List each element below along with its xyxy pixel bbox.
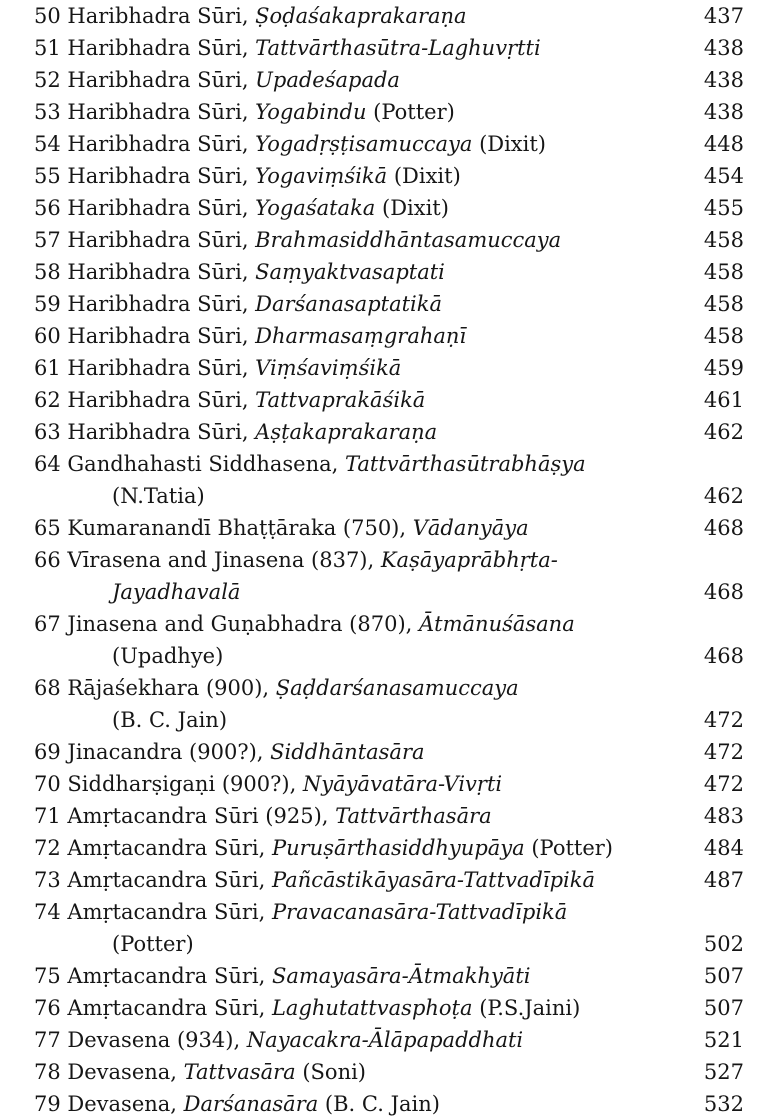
toc-entry — [0, 672, 780, 704]
toc-entry — [0, 896, 780, 928]
page-number: 521 — [703, 1028, 744, 1052]
work-title: Tattvasāra — [183, 1060, 296, 1084]
entry-text: 72 Amṛtacandra Sūri, — [34, 836, 272, 860]
entry-text: 52 Haribhadra Sūri, — [34, 68, 256, 92]
entry-text: (Dixit) — [387, 164, 461, 188]
work-title: Siddhāntasāra — [270, 740, 425, 764]
page-number: 468 — [703, 516, 744, 540]
entry-text: 55 Haribhadra Sūri, — [34, 164, 256, 188]
work-title: Yogabindu — [255, 100, 367, 124]
page-number: 455 — [703, 196, 744, 220]
entry-text: 76 Amṛtacandra Sūri, — [34, 996, 272, 1020]
toc-entry — [0, 608, 780, 640]
page-number: 454 — [703, 164, 744, 188]
work-title: Tattvārthasāra — [335, 804, 492, 828]
entry-title — [112, 704, 227, 736]
work-title: Aṣṭakaprakaraṇa — [255, 420, 438, 444]
entry-title — [34, 736, 425, 768]
entry-title — [34, 192, 449, 224]
work-title: Yogaviṃśikā — [255, 164, 388, 188]
entry-title — [34, 256, 445, 288]
work-title: Nayacakra-Ālāpapaddhati — [246, 1028, 524, 1052]
toc-entry — [0, 288, 780, 320]
entry-title — [34, 832, 613, 864]
page-number: 438 — [703, 68, 744, 92]
work-title: Yogaśataka — [255, 196, 376, 220]
toc-entry — [0, 64, 780, 96]
work-title: Tattvārthasūtra-Laghuvṛtti — [255, 36, 541, 60]
page-number: 507 — [703, 996, 744, 1020]
page-number: 462 — [703, 420, 744, 444]
toc-entry — [0, 832, 780, 864]
work-title: Samayasāra-Ātmakhyāti — [271, 964, 531, 988]
entry-title — [34, 224, 561, 256]
toc-entry-continuation — [0, 576, 780, 608]
entry-title — [34, 96, 455, 128]
entry-text: 65 Kumaranandī Bhaṭṭāraka (750), — [34, 516, 413, 540]
page-number: 472 — [703, 740, 744, 764]
entry-text: (Upadhye) — [112, 644, 224, 668]
toc-entry — [0, 768, 780, 800]
page-number: 484 — [703, 836, 744, 860]
entry-title — [34, 1024, 523, 1056]
entry-title — [34, 448, 586, 480]
entry-title — [34, 768, 502, 800]
work-title: Puruṣārthasiddhyupāya — [271, 836, 525, 860]
entry-title — [34, 864, 595, 896]
entry-text: 63 Haribhadra Sūri, — [34, 420, 256, 444]
entry-title — [34, 800, 492, 832]
toc-entry — [0, 416, 780, 448]
toc-entry — [0, 1056, 780, 1088]
page-number: 458 — [703, 292, 744, 316]
work-title: Brahmasiddhāntasamuccaya — [255, 228, 562, 252]
toc-entry — [0, 864, 780, 896]
entry-title — [34, 960, 531, 992]
toc-entry — [0, 992, 780, 1024]
entry-title — [34, 544, 558, 576]
entry-title — [34, 0, 467, 32]
entry-title — [112, 480, 205, 512]
page-number: 458 — [703, 324, 744, 348]
toc-entry — [0, 960, 780, 992]
entry-title — [34, 160, 461, 192]
entry-text: (Dixit) — [375, 196, 449, 220]
page-number: 458 — [703, 228, 744, 252]
work-title: Darśanasāra — [183, 1092, 319, 1116]
page-number: 438 — [703, 100, 744, 124]
page-number: 462 — [703, 484, 744, 508]
entry-text: 77 Devasena (934), — [34, 1028, 247, 1052]
toc-entry — [0, 128, 780, 160]
entry-text: 50 Haribhadra Sūri, — [34, 4, 256, 28]
entry-title — [34, 416, 437, 448]
entry-text: 60 Haribhadra Sūri, — [34, 324, 256, 348]
work-title: Laghutattvasphoṭa — [271, 996, 473, 1020]
entry-text: 68 Rājaśekhara (900), — [34, 676, 276, 700]
work-title: Darśanasaptatikā — [255, 292, 443, 316]
page-number: 502 — [703, 932, 744, 956]
work-title: Kaṣāyaprābhṛta- — [380, 548, 558, 572]
entry-title — [34, 992, 580, 1024]
entry-title — [112, 576, 240, 608]
toc-entry-continuation — [0, 928, 780, 960]
entry-title — [34, 352, 401, 384]
entry-text: 56 Haribhadra Sūri, — [34, 196, 256, 220]
entry-title — [34, 896, 567, 928]
page-number: 448 — [703, 132, 744, 156]
entry-text: 58 Haribhadra Sūri, — [34, 260, 256, 284]
toc-entry — [0, 384, 780, 416]
entry-text: 54 Haribhadra Sūri, — [34, 132, 256, 156]
page-number: 458 — [703, 260, 744, 284]
page-number: 472 — [703, 708, 744, 732]
page-number: 507 — [703, 964, 744, 988]
entry-title — [112, 928, 194, 960]
entry-title — [34, 672, 519, 704]
entry-text: 78 Devasena, — [34, 1060, 184, 1084]
entry-text: 57 Haribhadra Sūri, — [34, 228, 256, 252]
entry-text: 69 Jinacandra (900?), — [34, 740, 271, 764]
entry-text: (Soni) — [295, 1060, 367, 1084]
toc-entry-continuation — [0, 640, 780, 672]
entry-text: 59 Haribhadra Sūri, — [34, 292, 256, 316]
page-number: 483 — [703, 804, 744, 828]
entry-title — [34, 320, 466, 352]
page-number: 461 — [703, 388, 744, 412]
entry-text: (N.Tatia) — [112, 484, 205, 508]
entry-title — [34, 64, 400, 96]
entry-text: (Potter) — [366, 100, 455, 124]
entry-text: (P.S.Jaini) — [472, 996, 581, 1020]
entry-text: 74 Amṛtacandra Sūri, — [34, 900, 272, 924]
toc-entry — [0, 96, 780, 128]
entry-text: (Potter) — [112, 932, 194, 956]
toc-entry — [0, 192, 780, 224]
toc-entry — [0, 0, 780, 32]
entry-text: 70 Siddharṣigaṇi (900?), — [34, 772, 303, 796]
entry-text: 66 Vīrasena and Jinasena (837), — [34, 548, 381, 572]
work-title: Viṃśaviṃśikā — [255, 356, 402, 380]
toc-entry — [0, 224, 780, 256]
work-title: Jayadhavalā — [112, 580, 241, 604]
toc-entry — [0, 352, 780, 384]
entry-text: 75 Amṛtacandra Sūri, — [34, 964, 272, 988]
toc-entry-continuation — [0, 480, 780, 512]
page-number: 438 — [703, 36, 744, 60]
toc-entry — [0, 512, 780, 544]
work-title: Pañcāstikāyasāra-Tattvadīpikā — [271, 868, 595, 892]
entry-text: 61 Haribhadra Sūri, — [34, 356, 256, 380]
entry-title — [34, 32, 541, 64]
page-number: 532 — [703, 1092, 744, 1116]
page-number: 487 — [703, 868, 744, 892]
entry-text: (Potter) — [524, 836, 613, 860]
toc-entry — [0, 256, 780, 288]
work-title: Nyāyāvatāra-Vivṛti — [302, 772, 503, 796]
toc-entry-continuation — [0, 704, 780, 736]
work-title: Vādanyāya — [412, 516, 529, 540]
entry-text: (Dixit) — [472, 132, 547, 156]
page-number: 459 — [703, 356, 744, 380]
toc-entry — [0, 800, 780, 832]
page-number: 468 — [703, 644, 744, 668]
toc-entry — [0, 1024, 780, 1056]
toc-entry — [0, 448, 780, 480]
entry-text: 71 Amṛtacandra Sūri (925), — [34, 804, 336, 828]
work-title: Ātmānuśāsana — [419, 612, 575, 636]
work-title: Ṣaḍdarśanasamuccaya — [275, 676, 519, 700]
work-title: Tattvārthasūtrabhāṣya — [345, 452, 586, 476]
work-title: Tattvaprakāśikā — [255, 388, 426, 412]
work-title: Pravacanasāra-Tattvadīpikā — [271, 900, 568, 924]
work-title: Saṃyaktvasaptati — [255, 260, 445, 284]
toc-entry — [0, 32, 780, 64]
page-number: 437 — [703, 4, 744, 28]
entry-text: 64 Gandhahasti Siddhasena, — [34, 452, 345, 476]
entry-title — [34, 288, 442, 320]
entry-title — [34, 512, 529, 544]
entry-text: (B. C. Jain) — [318, 1092, 440, 1116]
work-title: Upadeśapada — [255, 68, 400, 92]
entry-text: 67 Jinasena and Guṇabhadra (870), — [34, 612, 419, 636]
page-number: 472 — [703, 772, 744, 796]
page-number: 527 — [703, 1060, 744, 1084]
toc-entry — [0, 160, 780, 192]
entry-text: 51 Haribhadra Sūri, — [34, 36, 256, 60]
entry-title — [112, 640, 223, 672]
work-title: Ṣoḍaśakaprakaraṇa — [255, 4, 467, 28]
entry-title — [34, 608, 575, 640]
toc-entry — [0, 320, 780, 352]
entry-title — [34, 1056, 366, 1088]
entry-text: 79 Devasena, — [34, 1092, 184, 1116]
work-title: Yogadṛṣṭisamuccaya — [255, 132, 473, 156]
entry-text: (B. C. Jain) — [112, 708, 228, 732]
entry-title — [34, 128, 546, 160]
toc-entry — [0, 1088, 780, 1120]
entry-title — [34, 384, 425, 416]
toc-entry — [0, 736, 780, 768]
entry-text: 53 Haribhadra Sūri, — [34, 100, 256, 124]
entry-text: 62 Haribhadra Sūri, — [34, 388, 256, 412]
page-number: 468 — [703, 580, 744, 604]
work-title: Dharmasaṃgrahaṇī — [255, 324, 467, 348]
toc-entry — [0, 544, 780, 576]
entry-text: 73 Amṛtacandra Sūri, — [34, 868, 272, 892]
entry-title — [34, 1088, 440, 1120]
